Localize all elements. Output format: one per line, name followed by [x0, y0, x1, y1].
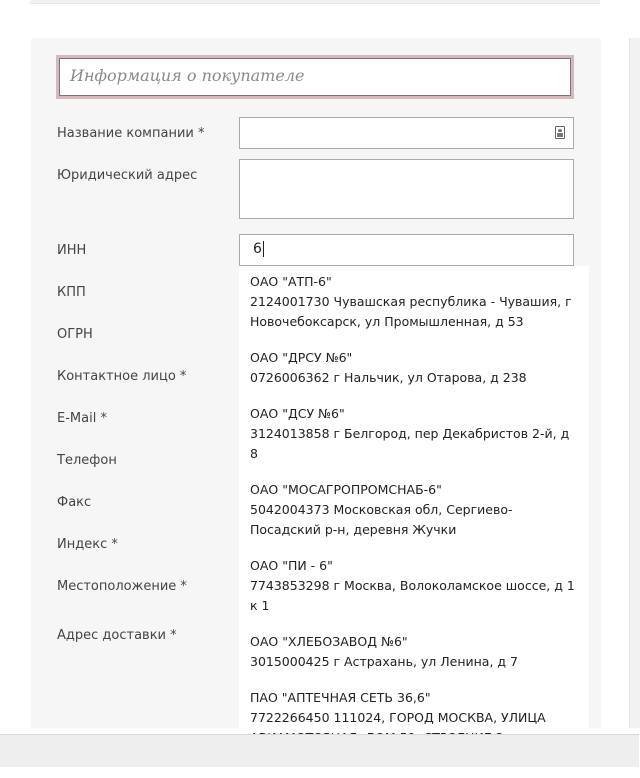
suggestion-name: ОАО "МОСАГРОПРОМСНАБ-6" — [250, 482, 442, 497]
suggestion-address: 2124001730 Чувашская республика - Чувашия, г Новочебоксарск, ул Промышленная, д 53 — [250, 294, 572, 329]
label-delivery-address: Адрес доставки * — [57, 628, 177, 643]
text-caret — [263, 241, 264, 257]
label-fax: Факс — [57, 495, 92, 510]
suggestion-item[interactable] — [239, 626, 589, 682]
company-name-input[interactable] — [239, 117, 574, 149]
inn-suggestions-dropdown — [239, 266, 589, 736]
label-index: Индекс * — [57, 537, 118, 552]
suggestion-address: 7743853298 г Москва, Волоколамское шоссе, д 1 к 1 — [250, 578, 575, 613]
suggestion-name: ОАО "ХЛЕБОЗАВОД №6" — [250, 634, 408, 649]
suggestion-address: 3124013858 г Белгород, пер Декабристов 2-й, д 8 — [250, 426, 570, 461]
suggestion-address: 0726006362 г Нальчик, ул Отарова, д 238 — [250, 370, 527, 385]
legal-address-textarea[interactable] — [239, 159, 574, 219]
inn-value-text: 6 — [253, 241, 262, 257]
suggestion-item[interactable] — [239, 550, 589, 626]
suggestion-address: 5042004373 Московская обл, Сергиево-Посадский р-н, деревня Жучки — [250, 502, 513, 537]
contact-card-icon[interactable] — [555, 126, 565, 139]
label-legal-address: Юридический адрес — [57, 168, 198, 183]
suggestion-name: ОАО "АТП-6" — [250, 274, 332, 289]
section-title: Информация о покупателе — [59, 58, 571, 96]
suggestion-item[interactable] — [239, 474, 589, 550]
label-email: E-Mail * — [57, 411, 107, 426]
inn-value — [253, 241, 264, 257]
label-contact-person: Контактное лицо * — [57, 369, 187, 384]
right-edge-panel — [629, 38, 640, 728]
suggestion-address: 7722266450 111024, ГОРОД МОСКВА, УЛИЦА — [250, 710, 546, 725]
suggestion-item[interactable] — [239, 398, 589, 474]
top-strip — [30, 0, 600, 4]
bottom-bar — [0, 734, 639, 767]
section-header — [56, 55, 574, 99]
suggestion-address: 3015000425 г Астрахань, ул Ленина, д 7 — [250, 654, 518, 669]
suggestion-name: ОАО "ПИ - 6" — [250, 558, 333, 573]
suggestion-name: ОАО "ДСУ №6" — [250, 406, 345, 421]
suggestion-item[interactable] — [239, 266, 589, 342]
inn-input[interactable] — [239, 234, 574, 266]
suggestion-item[interactable] — [239, 342, 589, 398]
label-company-name: Название компании * — [57, 126, 205, 141]
label-kpp: КПП — [57, 285, 86, 300]
suggestion-name: ОАО "ДРСУ №6" — [250, 350, 353, 365]
label-inn: ИНН — [57, 243, 87, 258]
suggestion-name: ПАО "АПТЕЧНАЯ СЕТЬ 36,6" — [250, 690, 431, 705]
label-ogrn: ОГРН — [57, 327, 93, 342]
label-phone: Телефон — [57, 453, 117, 468]
label-location: Местоположение * — [57, 579, 187, 594]
